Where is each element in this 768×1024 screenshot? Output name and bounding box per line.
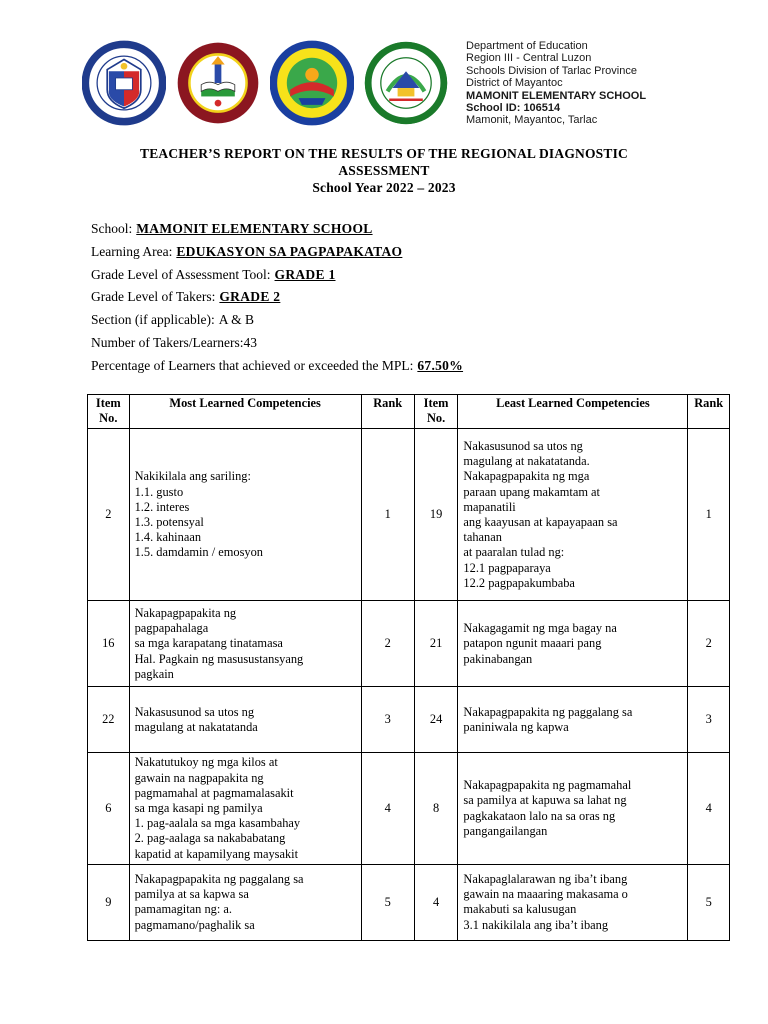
most-learned-cell (129, 429, 361, 601)
assessment-tool-value: GRADE 1 (274, 266, 336, 282)
least-learned-cell-line: patapon ngunit maaari pang (463, 636, 602, 651)
most-rank-cell: 3 (361, 687, 414, 753)
table-row (88, 429, 730, 601)
info-takers-count: Number of Takers/Learners:43 (91, 334, 257, 350)
least-learned-cell-line: sa pamilya at kapuwa sa lahat ng (463, 793, 627, 808)
least-learned-cell-line: pakinabangan (463, 651, 533, 666)
header-item-no-2: Item No. (414, 395, 458, 429)
most-learned-cell-line: Hal. Pagkain ng masusustansyang (134, 651, 304, 666)
most-learned-cell-line: pagkain (134, 666, 174, 681)
most-item-no-cell: 2 (88, 429, 130, 601)
least-learned-cell-line: gawain na maaaring makasama o (463, 887, 628, 902)
most-item-no-cell: 6 (88, 753, 130, 864)
least-learned-cell-line: 12.1 pagpaparaya (463, 560, 551, 575)
header-school-name: MAMONIT ELEMENTARY SCHOOL (466, 89, 647, 102)
least-rank-cell: 5 (688, 864, 730, 940)
most-learned-cell (129, 864, 361, 940)
least-learned-cell (458, 864, 688, 940)
report-title (0, 145, 768, 196)
least-learned-cell-line: Nakapaglalarawan ng iba’t ibang (463, 871, 628, 886)
most-learned-cell-line: pamilya at sa kapwa sa (134, 887, 249, 902)
takers-grade-value: GRADE 2 (219, 289, 281, 305)
header-least-learned: Least Learned Competencies (458, 395, 688, 429)
least-learned-cell-line: paniniwala ng kapwa (463, 719, 569, 734)
least-item-no-cell: 4 (414, 864, 458, 940)
least-learned-cell-line: at paaralan tulad ng: (463, 545, 565, 560)
deped-seal-icon (82, 40, 166, 126)
address-line: Department of Education (466, 40, 588, 52)
most-learned-cell-line: sa mga karapatang tinatamasa (134, 636, 283, 651)
least-learned-cell-line: tahanan (463, 530, 502, 545)
least-item-no-cell: 19 (414, 429, 458, 601)
header-rank: Rank (361, 395, 414, 429)
most-rank-cell: 5 (361, 864, 414, 940)
least-learned-cell-line: mapanatili (463, 499, 516, 514)
school-value: MAMONIT ELEMENTARY SCHOOL (136, 221, 373, 236)
least-learned-cell-line: makabuti sa kalusugan (463, 902, 577, 917)
address-line: District of Mayantoc (466, 77, 563, 90)
learning-area-value: EDUKASYON SA PAGPAPAKATAO (176, 243, 403, 259)
least-learned-cell (458, 429, 688, 601)
least-learned-cell-line: pagkakataon lalo na sa oras ng (463, 808, 616, 823)
most-learned-cell-line: 1.2. interes (134, 499, 190, 514)
least-learned-cell-line: Nakapagpapakita ng pagmamahal (463, 778, 632, 793)
most-item-no-cell: 9 (88, 864, 130, 940)
header-rank-2: Rank (688, 395, 730, 429)
table-body (88, 429, 730, 940)
most-learned-cell-line: pagpapahalaga (134, 621, 209, 636)
table-row (88, 864, 730, 940)
most-learned-cell-line: magulang at nakatatanda (134, 719, 258, 734)
most-rank-cell: 2 (361, 601, 414, 687)
report-info (91, 218, 463, 378)
most-learned-cell-line: 1.3. potensyal (134, 514, 204, 529)
info-school: School: MAMONIT ELEMENTARY SCHOOL (91, 221, 373, 236)
most-learned-cell-line: pagmamahal at pagmamalasakit (134, 785, 294, 800)
most-learned-cell-line: sa mga kasapi ng pamilya (134, 801, 263, 816)
header-school-id: School ID: 106514 (466, 102, 561, 115)
most-learned-cell (129, 601, 361, 687)
most-item-no-cell: 16 (88, 601, 130, 687)
most-learned-cell (129, 753, 361, 864)
info-section: Section (if applicable): A & B (91, 312, 254, 328)
least-learned-cell (458, 601, 688, 687)
header-item-no: Item No. (88, 395, 130, 429)
most-learned-cell-line: Nakatutukoy ng mga kilos at (134, 755, 278, 770)
mpl-value: 67.50% (417, 357, 464, 373)
table-row (88, 687, 730, 753)
mamonit-es-seal-icon (364, 40, 448, 126)
least-learned-cell-line: Nakasusunod sa utos ng (463, 438, 583, 453)
title-line-1: TEACHER’S REPORT ON THE RESULTS OF THE REGIONAL DIAGNOSTIC (139, 146, 628, 161)
section-value: A & B (218, 312, 254, 328)
least-learned-cell (458, 753, 688, 864)
most-rank-cell: 4 (361, 753, 414, 864)
table-row (88, 753, 730, 864)
info-takers-grade: Grade Level of Takers: GRADE 2 (91, 289, 281, 305)
info-learning-area: Learning Area: EDUKASYON SA PAGPAPAKATAO (91, 243, 403, 259)
most-learned-cell-line: Nakikilala ang sariling: (134, 469, 251, 484)
least-learned-cell-line: pangangailangan (463, 823, 548, 838)
least-learned-cell-line: 3.1 nakikilala ang iba’t ibang (463, 917, 609, 932)
address-line: Schools Division of Tarlac Province (466, 64, 637, 77)
competencies-table (87, 394, 730, 941)
mayantoc-district-seal-icon (270, 40, 354, 126)
least-item-no-cell: 24 (414, 687, 458, 753)
info-assessment-tool: Grade Level of Assessment Tool: GRADE 1 (91, 266, 336, 282)
most-rank-cell: 1 (361, 429, 414, 601)
address-line: Region III - Central Luzon (466, 52, 592, 65)
title-school-year: School Year 2022 – 2023 (312, 180, 456, 195)
least-learned-cell-line: Nakagagamit ng mga bagay na (463, 621, 617, 636)
least-item-no-cell: 21 (414, 601, 458, 687)
most-learned-cell-line: 1.1. gusto (134, 484, 184, 499)
most-learned-cell (129, 687, 361, 753)
least-item-no-cell: 8 (414, 753, 458, 864)
most-learned-cell-line: 1. pag-aalala sa mga kasambahay (134, 816, 301, 831)
school-address-block (466, 40, 646, 127)
tarlac-division-seal-icon (176, 40, 260, 126)
most-learned-cell-line: gawain na nagpapakita ng (134, 770, 264, 785)
least-learned-cell-line: Nakapagpapakita ng paggalang sa (463, 704, 633, 719)
most-item-no-cell: 22 (88, 687, 130, 753)
least-learned-cell (458, 687, 688, 753)
most-learned-cell-line: Nakapagpapakita ng (134, 605, 237, 620)
table-row (88, 601, 730, 687)
least-learned-cell-line: Nakapagpapakita ng mga (463, 469, 590, 484)
least-learned-cell-line: magulang at nakatatanda. (463, 454, 590, 469)
most-learned-cell-line: Nakasusunod sa utos ng (134, 704, 255, 719)
most-learned-cell-line: 1.5. damdamin / emosyon (134, 545, 263, 560)
least-learned-cell-line: paraan upang makamtam at (463, 484, 601, 499)
least-rank-cell: 2 (688, 601, 730, 687)
most-learned-cell-line: 1.4. kahinaan (134, 530, 202, 545)
most-learned-cell-line: pagmamano/paghalik sa (134, 917, 255, 932)
most-learned-cell-line: pamamagitan ng: a. (134, 902, 232, 917)
most-learned-cell-line: kapatid at kapamilyang maysakit (134, 846, 299, 861)
least-rank-cell: 3 (688, 687, 730, 753)
most-learned-cell-line: Nakapagpapakita ng paggalang sa (134, 871, 304, 886)
least-learned-cell-line: 12.2 pagpapakumbaba (463, 575, 575, 590)
least-rank-cell: 4 (688, 753, 730, 864)
header-most-learned: Most Learned Competencies (129, 395, 361, 429)
table-header-row (88, 395, 730, 429)
least-rank-cell: 1 (688, 429, 730, 601)
info-mpl: Percentage of Learners that achieved or exceeded the MPL: 67.50% (91, 357, 464, 373)
title-line-2: ASSESSMENT (338, 163, 430, 178)
most-learned-cell-line: 2. pag-aalaga sa nakababatang (134, 831, 286, 846)
header-location: Mamonit, Mayantoc, Tarlac (466, 114, 598, 127)
least-learned-cell-line: ang kaayusan at kapayapaan sa (463, 514, 618, 529)
